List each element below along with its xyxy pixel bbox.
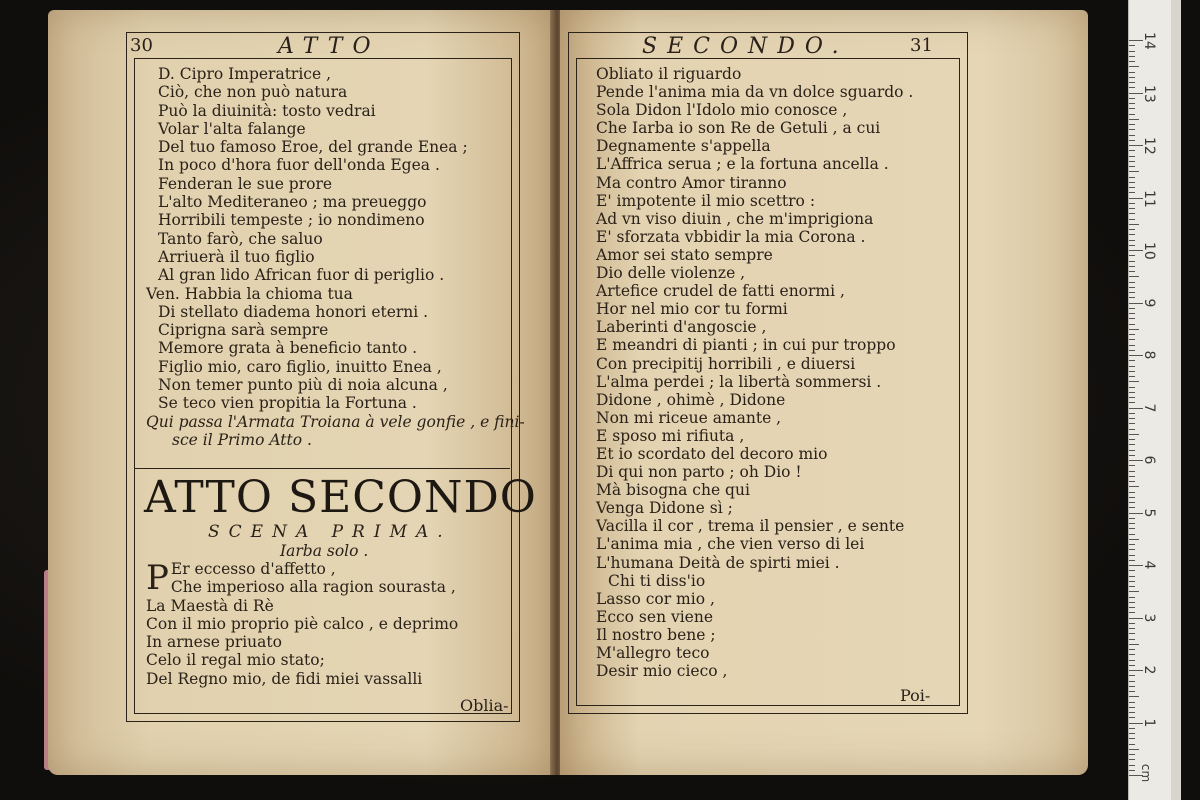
text-line: Con precipitij horribili , e diuersi (596, 354, 856, 373)
ruler-unit-label: cm (1139, 763, 1154, 783)
ruler-tick (1129, 98, 1135, 99)
text-line: Se teco vien propitia la Fortuna . (158, 394, 417, 413)
ruler-tick (1129, 66, 1139, 67)
ruler-number: 9 (1141, 298, 1157, 307)
ruler-tick (1129, 654, 1135, 655)
ruler-tick (1129, 297, 1135, 298)
ruler-tick (1129, 649, 1135, 650)
ruler-tick (1129, 245, 1135, 246)
ruler-tick (1129, 234, 1135, 235)
text-line: M'allegro teco (596, 644, 710, 662)
ruler-tick (1129, 444, 1135, 445)
ruler-tick (1129, 471, 1135, 472)
ruler-tick (1129, 45, 1135, 46)
text-line: Mà bisogna che qui (596, 481, 750, 500)
text-line: L'anima mia , che vien verso di lei (596, 535, 865, 554)
ruler-tick (1129, 502, 1135, 503)
ruler-tick (1129, 549, 1135, 550)
ruler-tick (1129, 187, 1135, 188)
ruler-tick (1129, 313, 1135, 314)
ruler-tick (1129, 759, 1135, 760)
ruler-tick (1129, 507, 1135, 508)
ruler-tick (1129, 717, 1135, 718)
ruler-tick (1129, 287, 1135, 288)
text-line: Può la diuinità: tosto vedrai (158, 101, 376, 120)
text-line: Horribili tempeste ; io nondimeno (158, 211, 425, 230)
ruler-tick (1129, 597, 1135, 598)
ruler-tick (1129, 765, 1135, 766)
ruler-number: 2 (1141, 665, 1157, 675)
ruler-tick (1129, 675, 1135, 676)
ruler-tick (1129, 213, 1135, 214)
ruler-strip (1171, 0, 1181, 800)
ruler-tick (1129, 581, 1135, 582)
ruler-tick (1129, 754, 1135, 755)
text-line: L'Affrica serua ; e la fortuna ancella . (596, 155, 889, 174)
text-line: Pende l'anima mia da vn dolce sguardo . (596, 83, 914, 102)
ruler-tick (1129, 413, 1135, 414)
ruler-tick (1129, 124, 1135, 125)
text-line: E' impotente il mio scettro : (596, 191, 816, 210)
ruler-number: 6 (1141, 455, 1157, 465)
ruler-tick (1129, 555, 1135, 556)
ruler-tick (1129, 171, 1139, 172)
text-line: Di stellato diadema honori eterni . (158, 302, 429, 321)
ruler-tick (1129, 702, 1135, 703)
ruler-tick (1129, 381, 1139, 382)
ruler-tick (1129, 544, 1135, 545)
ruler-tick (1129, 224, 1139, 225)
text-line: Non temer punto più di noia alcuna , (158, 376, 448, 395)
left-page (48, 10, 553, 775)
text-line: Obliato il riguardo (596, 65, 742, 83)
running-head: ATTO (278, 34, 381, 59)
left-page-text-top (146, 65, 525, 449)
text-line: Ma contro Amor tiranno (596, 173, 787, 192)
ruler-tick (1129, 481, 1135, 482)
ruler-tick (1129, 161, 1135, 162)
page-number: 31 (910, 35, 933, 56)
text-line: Del tuo famoso Eroe, del grande Enea ; (158, 138, 468, 157)
text-line: Amor sei stato sempre (596, 245, 773, 264)
ruler-tick (1129, 539, 1139, 540)
ruler-tick (1129, 276, 1139, 277)
ruler-tick (1129, 255, 1135, 256)
text-line: L'alto Mediteraneo ; ma preueggo (158, 193, 427, 212)
ruler-tick (1129, 528, 1135, 529)
text-line: L'alma perdei ; la libertà sommersi . (596, 372, 882, 391)
ruler-tick (1129, 465, 1135, 466)
text-line: Con il mio proprio piè calco , e deprimo (146, 614, 459, 633)
ruler-tick (1129, 182, 1135, 183)
ruler-tick (1129, 114, 1135, 115)
ruler-tick (1129, 72, 1135, 73)
ruler-tick (1129, 628, 1135, 629)
text-line: Celo il regal mio stato; (146, 651, 325, 670)
text-line: Et io scordato del decoro mio (596, 444, 828, 463)
ruler-tick (1129, 360, 1135, 361)
ruler-tick (1129, 644, 1139, 645)
ruler-tick (1129, 240, 1135, 241)
ruler-tick (1129, 691, 1135, 692)
drop-capital: P (146, 558, 169, 598)
running-head: SECONDO. (642, 34, 849, 59)
ruler-tick (1129, 56, 1135, 57)
ruler-tick (1129, 712, 1135, 713)
ruler-tick (1129, 192, 1135, 193)
ruler-tick (1129, 492, 1135, 493)
text-line: Memore grata à beneficio tanto . (158, 339, 418, 358)
ruler-tick (1129, 418, 1135, 419)
ruler-tick (1129, 350, 1135, 351)
ruler-tick (1129, 282, 1135, 283)
ruler-tick (1129, 108, 1135, 109)
text-line: D. Cipro Imperatrice , (158, 65, 332, 83)
ruler-number: 8 (1141, 350, 1157, 360)
scene-heading: SCENA PRIMA. (208, 522, 452, 542)
text-line: E meandri di pianti ; in cui pur troppo (596, 336, 896, 355)
ruler-tick (1129, 292, 1135, 293)
text-line: Venga Didone sì ; (596, 499, 733, 518)
ruler-tick (1129, 560, 1135, 561)
ruler-tick (1129, 607, 1135, 608)
text-line: Laberinti d'angoscie , (596, 318, 767, 337)
ruler-tick (1129, 61, 1135, 62)
text-line: Arriuerà il tuo figlio (158, 247, 315, 266)
ruler-tick (1129, 429, 1135, 430)
ruler-tick (1129, 140, 1135, 141)
ruler-tick (1129, 266, 1135, 267)
ruler-tick (1129, 523, 1135, 524)
ruler-tick (1129, 324, 1135, 325)
ruler-tick (1129, 119, 1139, 120)
ruler-tick (1129, 450, 1135, 451)
ruler-tick (1129, 570, 1135, 571)
left-page-text-bottom (146, 560, 506, 688)
ruler-tick (1129, 733, 1135, 734)
text-line: Dio delle violenze , (596, 264, 746, 283)
ruler-tick (1129, 749, 1139, 750)
ruler-tick (1129, 387, 1135, 388)
ruler-tick (1129, 639, 1135, 640)
ruler-tick (1129, 623, 1135, 624)
text-line: Ad vn viso diuin , che m'imprigiona (596, 209, 874, 228)
ruler-tick (1129, 219, 1135, 220)
ruler-number: 5 (1141, 508, 1157, 517)
measurement-ruler (1128, 0, 1181, 800)
ruler-tick (1129, 51, 1135, 52)
ruler-tick (1129, 150, 1135, 151)
text-line: Del Regno mio, de fidi miei vassalli (146, 669, 423, 688)
text-line: Artefice crudel de fatti enormi , (596, 282, 845, 301)
ruler-number: 12 (1141, 137, 1157, 155)
ruler-tick (1129, 439, 1135, 440)
text-line: E sposo mi rifiuta , (596, 426, 745, 445)
right-page-text (596, 65, 956, 680)
ruler-tick (1129, 392, 1135, 393)
text-line: Tanto farò, che saluo (158, 229, 323, 248)
text-line: Fenderan le sue prore (158, 174, 333, 193)
ruler-tick (1129, 82, 1135, 83)
text-line: Vacilla il cor , trema il pensier , e sente (596, 517, 905, 536)
page-number: 30 (130, 35, 153, 56)
ruler-tick (1129, 633, 1135, 634)
text-line: Al gran lido African fuor di periglio . (158, 266, 445, 285)
ruler-tick (1129, 261, 1135, 262)
ruler-tick (1129, 612, 1135, 613)
ruler-tick (1129, 329, 1139, 330)
ruler-number: 3 (1141, 613, 1157, 622)
ruler-tick (1129, 87, 1135, 88)
text-line: Di qui non parto ; oh Dio ! (596, 463, 802, 482)
ruler-tick (1129, 339, 1135, 340)
ruler-number: 13 (1141, 84, 1157, 103)
speaker-name: Iarba solo . (280, 542, 369, 560)
act-title: ATTO SECONDO (144, 472, 537, 523)
ruler-tick (1129, 434, 1139, 435)
ruler-tick (1129, 660, 1135, 661)
ruler-number: 11 (1141, 189, 1157, 208)
text-line: Ciò, che non può natura (158, 83, 348, 102)
ruler-tick (1129, 334, 1135, 335)
text-line: Qui passa l'Armata Troiana à vele gonfie , e fini- (146, 412, 525, 431)
ruler-tick (1129, 135, 1135, 136)
text-line: Che Iarba io son Re de Getuli , a cui (596, 119, 881, 138)
ruler-number: 14 (1141, 32, 1157, 50)
text-line: L'humana Deità de spirti miei . (596, 553, 840, 572)
text-line: Chi ti diss'io (608, 571, 706, 590)
ruler-tick (1129, 203, 1135, 204)
ruler-tick (1129, 345, 1135, 346)
ruler-tick (1129, 129, 1135, 130)
ruler-tick (1129, 318, 1135, 319)
text-line: Il nostro bene ; (596, 625, 716, 644)
ruler-tick (1129, 744, 1135, 745)
ruler-number: 4 (1141, 560, 1157, 570)
section-divider (134, 468, 510, 469)
catchword: Poi- (900, 686, 931, 705)
text-line: Didone , ohimè , Didone (596, 390, 786, 409)
text-line: sce il Primo Atto . (172, 430, 312, 449)
ruler-tick (1129, 229, 1135, 230)
ruler-tick (1129, 602, 1135, 603)
text-line: Hor nel mio cor tu formi (596, 300, 788, 319)
open-book (48, 10, 1088, 780)
text-line: Ciprigna sarà sempre (158, 321, 329, 340)
text-line: In arnese priuato (146, 633, 282, 652)
ruler-tick (1129, 728, 1135, 729)
ruler-tick (1129, 576, 1135, 577)
ruler-tick (1129, 366, 1135, 367)
text-line: Ecco sen viene (596, 607, 714, 626)
text-line: Non mi riceue amante , (596, 408, 782, 427)
ruler-tick (1129, 208, 1135, 209)
ruler-tick (1129, 103, 1135, 104)
text-line: Lasso cor mio , (596, 589, 715, 608)
catchword: Oblia- (460, 696, 509, 715)
ruler-tick (1129, 166, 1135, 167)
ruler-tick (1129, 518, 1135, 519)
text-line: E' sforzata vbbidir la mia Corona . (596, 227, 866, 246)
ruler-tick (1129, 738, 1135, 739)
text-line: In poco d'hora fuor dell'onda Egea . (158, 156, 440, 175)
ruler-number: 10 (1141, 242, 1157, 260)
text-line: La Maestà di Rè (146, 596, 274, 615)
ruler-tick (1129, 402, 1135, 403)
ruler-tick (1129, 681, 1135, 682)
ruler-tick (1129, 707, 1135, 708)
ruler-tick (1129, 397, 1135, 398)
ruler-number: 7 (1141, 403, 1157, 412)
text-line: Sola Didon l'Idolo mio conosce , (596, 101, 848, 120)
ruler-tick (1129, 586, 1135, 587)
ruler-tick (1129, 77, 1135, 78)
ruler-tick (1129, 770, 1135, 771)
ruler-tick (1129, 376, 1135, 377)
ruler-tick (1129, 696, 1139, 697)
ruler-tick (1129, 591, 1139, 592)
right-page (560, 10, 1088, 775)
ruler-tick (1129, 423, 1135, 424)
ruler-number: 1 (1141, 718, 1157, 727)
ruler-tick (1129, 534, 1135, 535)
ruler-tick (1129, 476, 1135, 477)
ruler-tick (1129, 177, 1135, 178)
text-line: Er eccesso d'affetto , (170, 560, 336, 578)
text-line: Volar l'alta falange (158, 119, 306, 138)
text-line: Che imperioso alla ragion sourasta , (170, 578, 456, 597)
ruler-tick (1129, 686, 1135, 687)
text-line: Degnamente s'appella (596, 137, 771, 156)
text-line: Figlio mio, caro figlio, inuitto Enea , (158, 357, 442, 376)
ruler-tick (1129, 455, 1135, 456)
ruler-tick (1129, 371, 1135, 372)
text-line: Desir mio cieco , (596, 662, 728, 681)
ruler-tick (1129, 271, 1135, 272)
ruler-tick (1129, 665, 1135, 666)
ruler-tick (1129, 156, 1135, 157)
ruler-tick (1129, 486, 1139, 487)
ruler-tick (1129, 308, 1135, 309)
ruler-tick (1129, 497, 1135, 498)
text-line: Ven. Habbia la chioma tua (146, 284, 353, 303)
